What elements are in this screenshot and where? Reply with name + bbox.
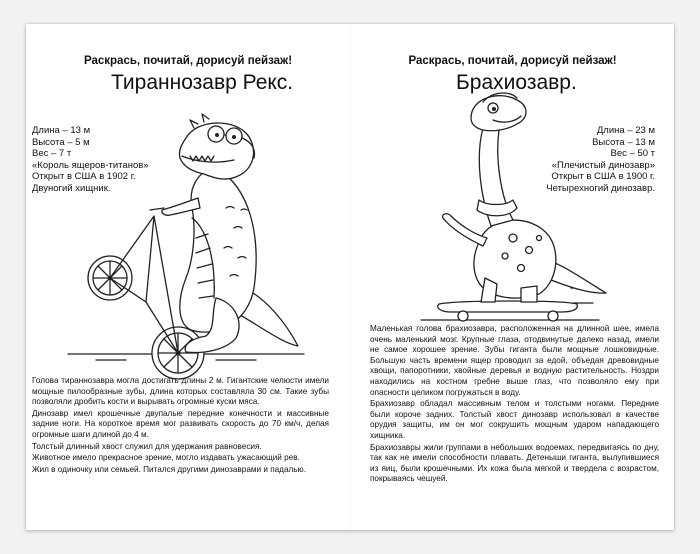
brachiosaurus-drawing <box>421 88 621 328</box>
paragraph: Брахиозавры жили группами в небольших водоемах, передвигаясь по дну, так как не имели способности плавать. Детеныши гиганта, вылупившиеся из яиц, были крошечными. Их кожа была мягкой и твердела с возрастом, покрываясь чешуей. <box>370 442 659 484</box>
left-page-title: Тираннозавр Рекс. <box>111 71 294 94</box>
book-spread <box>26 24 674 530</box>
fact-weight: Вес – 7 т <box>32 148 72 159</box>
fact-length: Длина – 23 м <box>596 125 655 136</box>
right-page-heading: Раскрась, почитай, дорисуй пейзаж! <box>408 55 617 67</box>
right-page <box>351 24 674 530</box>
brachiosaurus-skateboard-illustration <box>421 88 621 333</box>
fact-type: Двуногий хищник. <box>32 182 111 194</box>
right-body-text <box>370 324 659 486</box>
head <box>471 96 526 131</box>
fact-nickname: «Король ящеров-титанов» <box>32 159 149 171</box>
paragraph: Животное имело прекрасное зрение, могло издавать ужасающий рев. <box>32 453 300 463</box>
paragraph: Толстый длинный хвост служил для удержания равновесия. <box>32 441 262 451</box>
paragraph: Жил в одиночку или семьей. Питался другими динозаврами и падалью. <box>32 464 306 474</box>
left-page <box>26 24 350 530</box>
fact-weight: Вес – 50 т <box>610 148 655 159</box>
right-page-title: Брахиозавр. <box>456 71 577 94</box>
skateboard-wheel <box>548 311 558 321</box>
left-body-text <box>32 376 329 476</box>
skateboard-deck <box>438 301 578 312</box>
fact-nickname: «Плечистый динозавр» <box>551 159 655 171</box>
skateboard-wheel <box>458 311 468 321</box>
t-rex-drawing <box>66 98 306 378</box>
fact-discovered: Открыт в США в 1902 г. <box>32 171 136 182</box>
fact-height: Высота – 5 м <box>32 136 90 148</box>
paragraph: Динозавр имел крошечные двупалые передние конечности и массивные задние ноги. На короткое время мог развивать скорость до 70 км/ч, делая огромные шаги длиной до 4 м. <box>32 408 329 439</box>
fact-discovered: Открыт в США в 1900 г. <box>551 171 655 182</box>
fact-type: Четырехногий динозавр. <box>546 182 655 194</box>
hind-leg <box>521 286 537 302</box>
fact-length: Длина – 13 м <box>32 125 91 136</box>
fact-height: Высота – 13 м <box>592 136 655 148</box>
paragraph: Голова тираннозавра могла достигать длины 2 м. Гигантские челюсти имели мощные пилообразные зубы, длина которых составляла 30 см. Такие зубы позволяли дробить кости и вырывать огромные куски мяса. <box>32 376 329 407</box>
paragraph: Маленькая голова брахиозавра, расположенная на длинной шее, имела очень маленький мозг. Крупные глаза, отодвинутые далеко назад, имели не самое хорошее зрение. Зубы гиганта были мощные лошковидные. Большую часть времени ящер проводил за едой, объедая древовидные хвощи, папоротники, хвойные деревья и водную растительность. Ноздри находились на костном гребне выше глаз, что позволяло ему при опасности целиком погружаться в воду. <box>370 324 659 397</box>
t-rex-bicycle-illustration <box>66 98 306 383</box>
paragraph: Брахиозавр обладал массивным телом и толстыми ногами. Передние были короче задних. Толстый хвост динозавр использовал в качестве орудия защиты, им он мог сокрушить мощным ударом нападающего хищника. <box>370 399 659 440</box>
front-arm <box>443 214 487 246</box>
left-page-heading: Раскрась, почитай, дорисуй пейзаж! <box>83 55 293 67</box>
